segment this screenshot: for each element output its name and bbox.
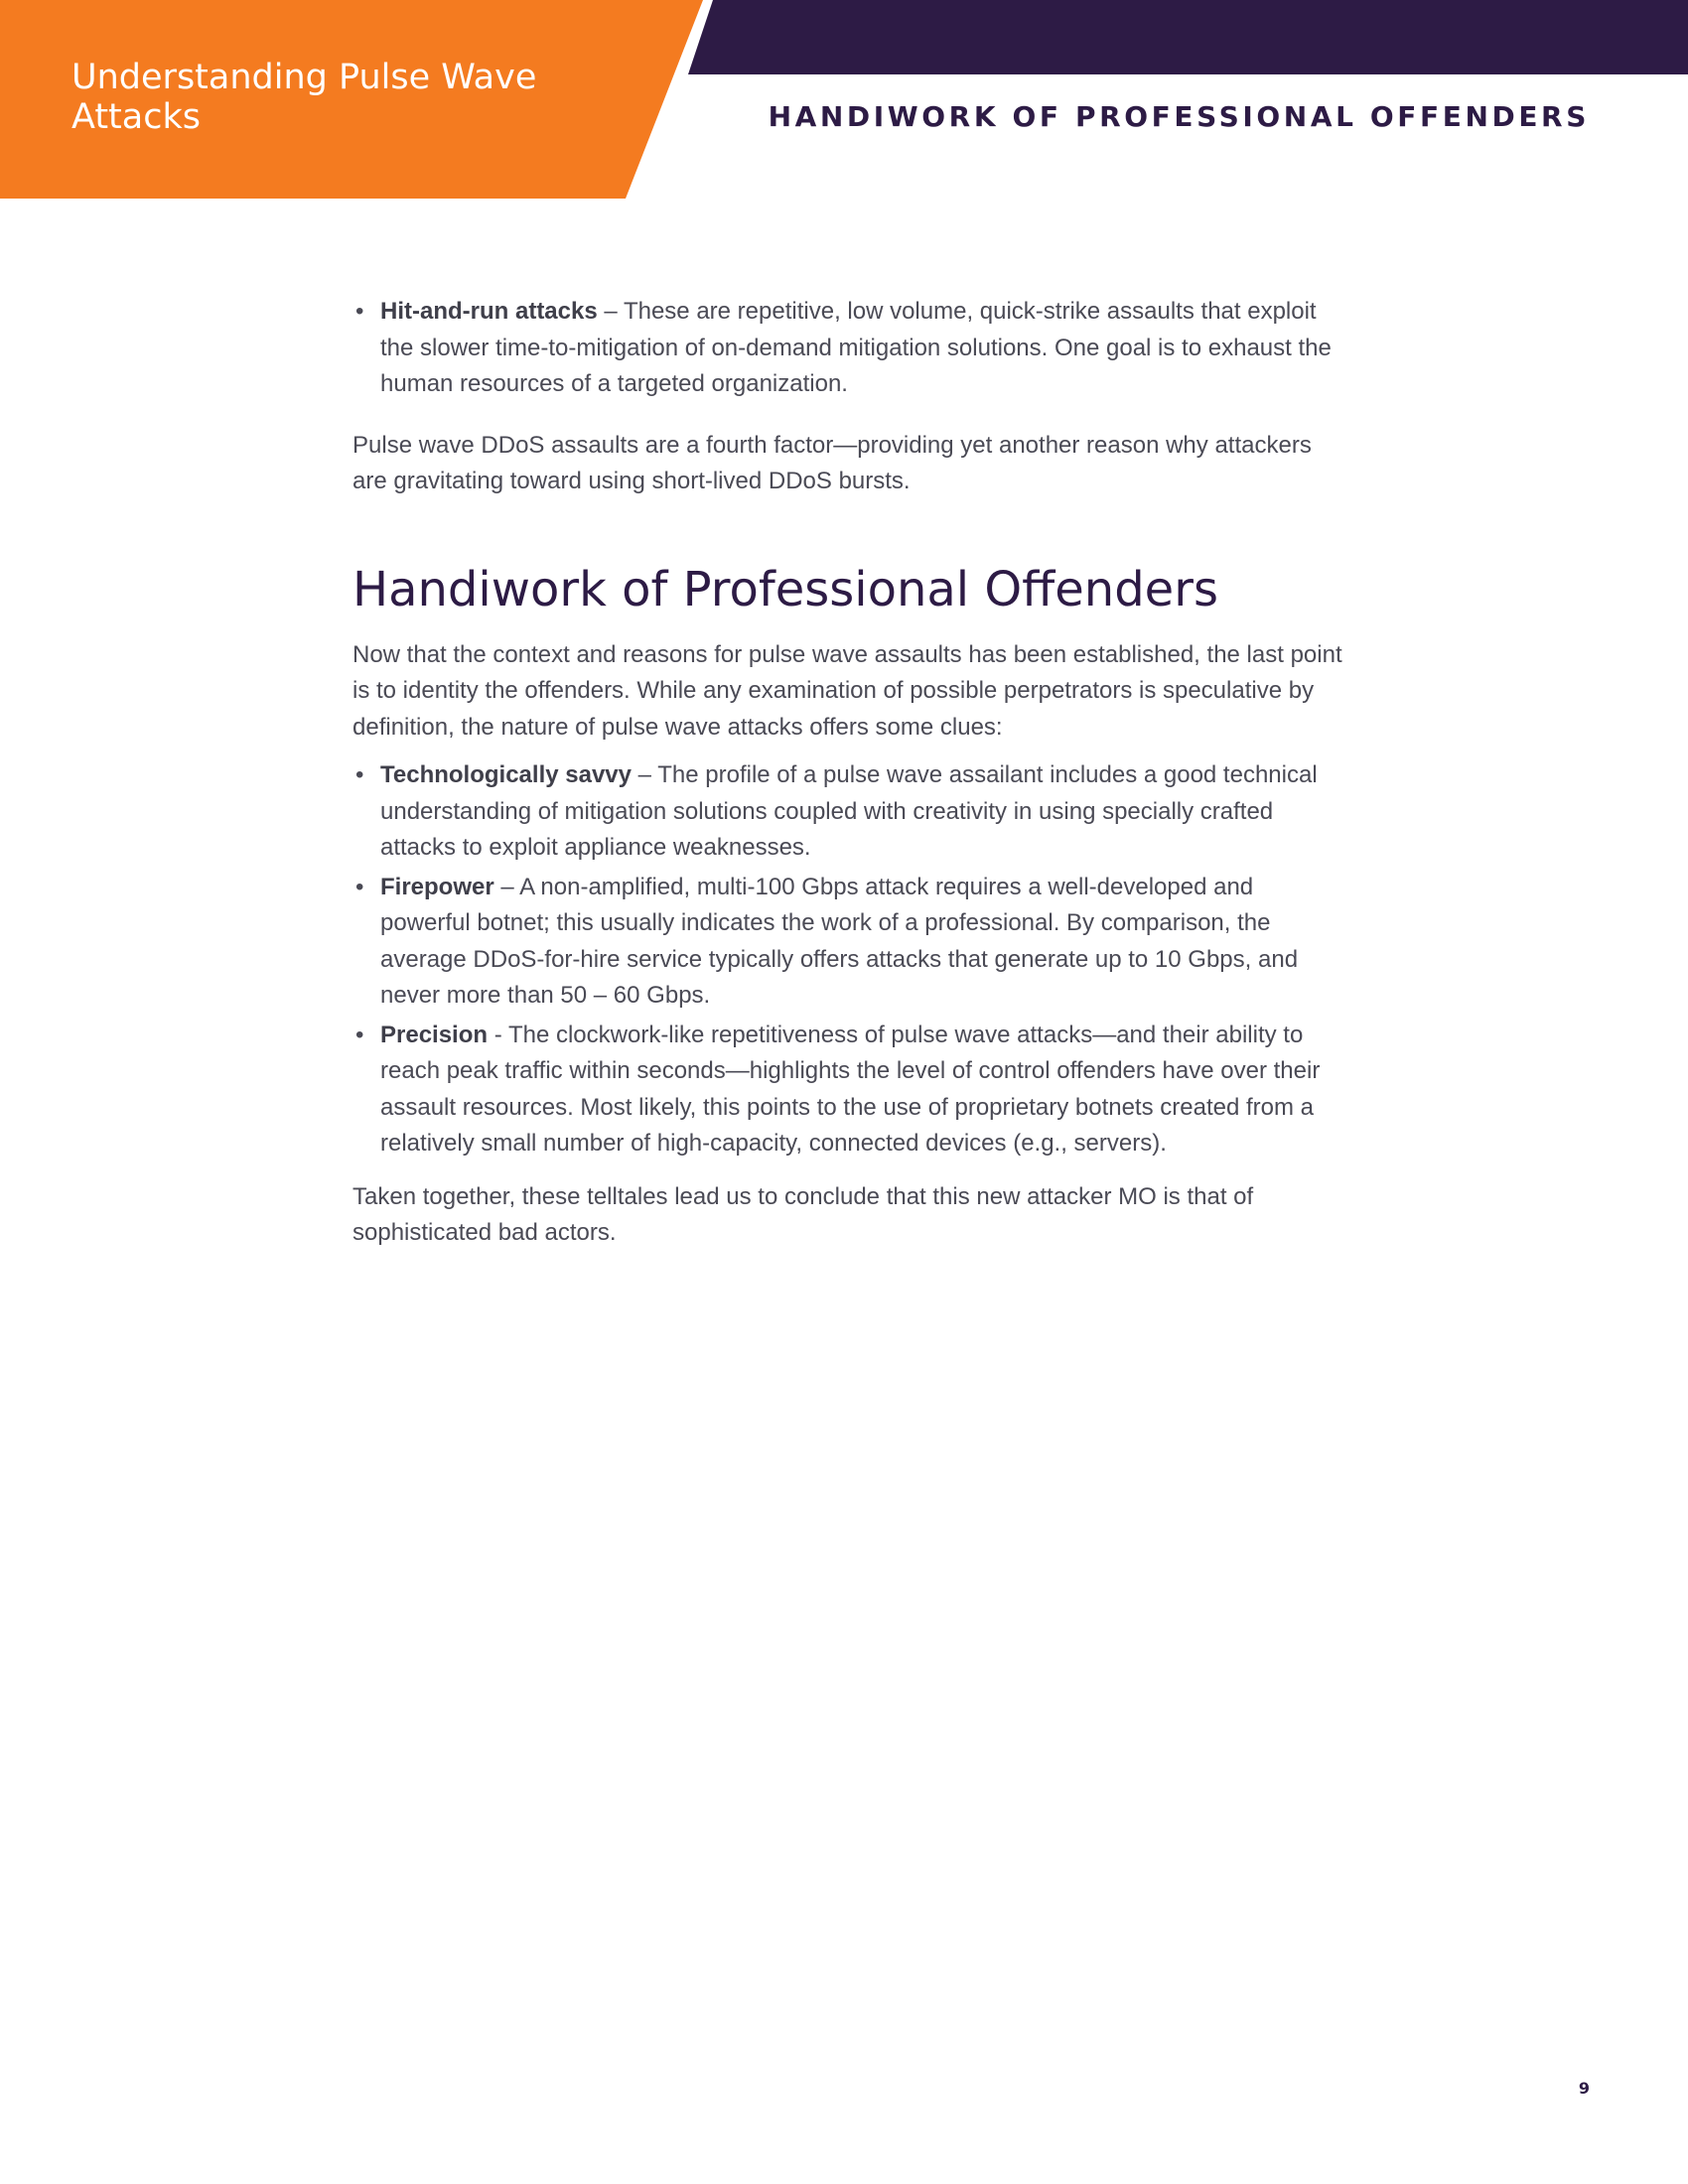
- bullet-term: Firepower: [380, 873, 494, 900]
- bullet-text: - The clockwork-like repetitiveness of pulse wave attacks—and their ability to reach peak traffic within seconds—highlights the level of control offenders have over their assault resources. Most likely, this points to the use of proprietary botnets created from a relatively small number of high-capacity, connected devices (e.g., servers).: [380, 1021, 1321, 1157]
- header-band: [0, 0, 1688, 199]
- intro-bullet-list: [352, 294, 1345, 403]
- list-item: [352, 1018, 1345, 1162]
- intro-paragraph: Pulse wave DDoS assaults are a fourth factor—providing yet another reason why attackers are gravitating toward using short-lived DDoS bursts.: [352, 431, 1312, 494]
- list-item: [352, 870, 1345, 1015]
- page-number: 9: [1578, 2079, 1590, 2098]
- bullet-term: Technologically savvy: [380, 761, 632, 788]
- bullet-text: – A non-amplified, multi-100 Gbps attack requires a well-developed and powerful botnet; this usually indicates the work of a professional. By comparison, the average DDoS-for-hire service typically offers attacks that generate up to 10 Gbps, and never more than 50 – 60 Gbps.: [380, 873, 1299, 1009]
- conclusion-paragraph: Taken together, these telltales lead us to conclude that this new attacker MO is that of sophisticated bad actors.: [352, 1182, 1254, 1246]
- list-item: [352, 757, 1345, 867]
- section-heading: Handiwork of Professional Offenders: [352, 561, 1218, 617]
- bullet-text: – These are repetitive, low volume, quick-strike assaults that exploit the slower time-to-mitigation of on-demand mitigation solutions. One goal is to exhaust the human resources of a targeted organization.: [380, 298, 1332, 397]
- purple-band: [688, 0, 1688, 74]
- section-intro-paragraph: Now that the context and reasons for pulse wave assaults has been established, the last point is to identity the offenders. While any examination of possible perpetrators is speculative by definition, the nature of pulse wave attacks offers some clues:: [352, 640, 1342, 741]
- bullet-term: Hit-and-run attacks: [380, 298, 598, 325]
- document-title: Understanding Pulse Wave Attacks: [71, 58, 537, 137]
- list-item: [352, 294, 1345, 403]
- clues-bullet-list: [352, 757, 1345, 1162]
- page-content: [352, 294, 1345, 1252]
- bullet-text: – The profile of a pulse wave assailant includes a good technical understanding of mitigation solutions coupled with creativity in using specially crafted attacks to exploit appliance weaknesses.: [380, 761, 1318, 861]
- running-head: HANDIWORK OF PROFESSIONAL OFFENDERS: [768, 100, 1590, 133]
- bullet-term: Precision: [380, 1021, 489, 1048]
